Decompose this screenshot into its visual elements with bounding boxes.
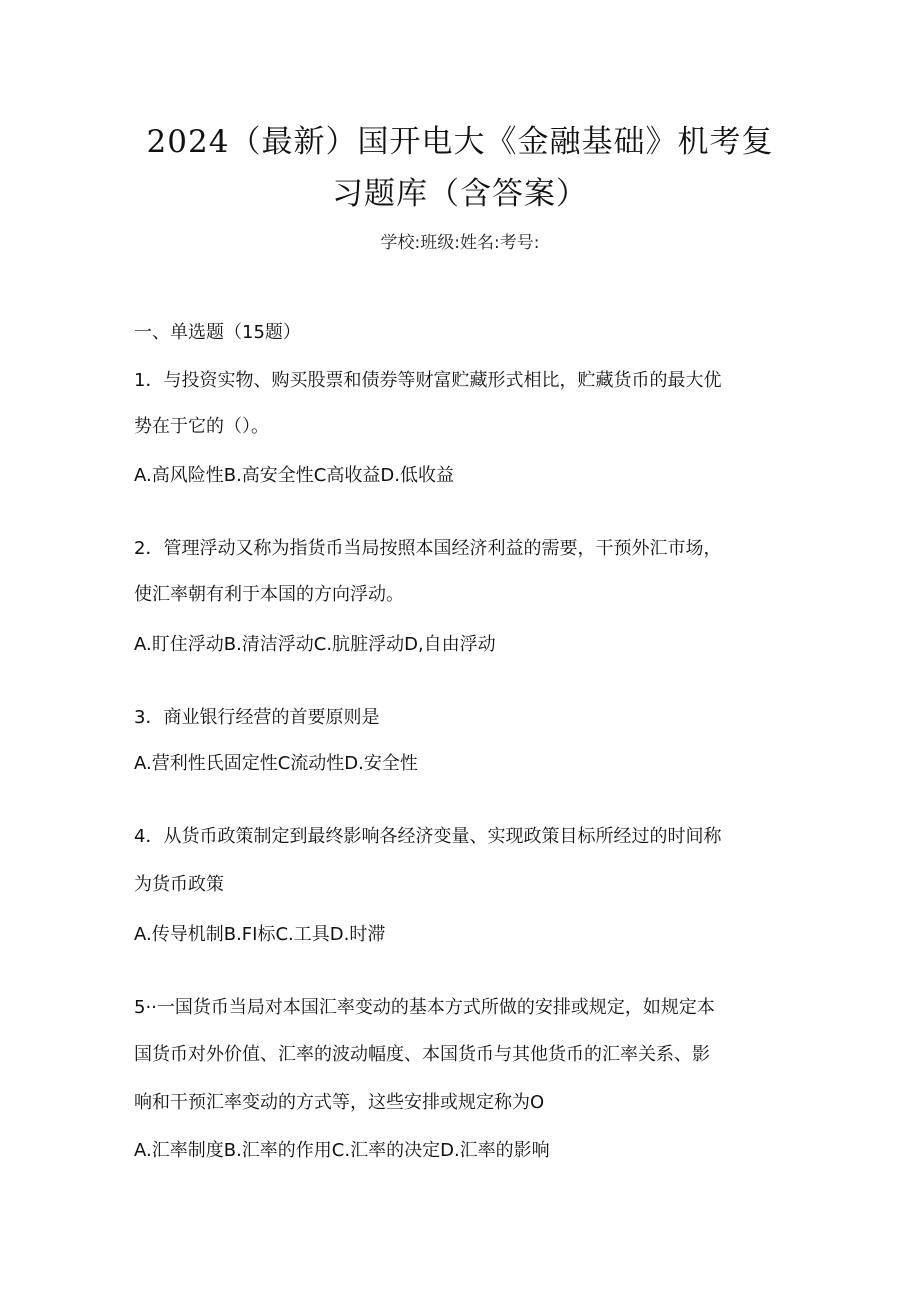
section-heading: 一、单选题（15题） [134, 322, 301, 343]
question-3-options: A.营利性氏固定性C流动性D.安全性 [134, 753, 418, 774]
question-4-options: A.传导机制B.FI标C.工具D.时滞 [134, 924, 386, 945]
document-title-line-2: 习题库（含答案） [332, 176, 588, 212]
question-1-text-line-1: 1．与投资实物、购买股票和债券等财富贮藏形式相比，贮藏货币的最大优 [134, 370, 722, 391]
question-3-text-line-1: 3．商业银行经营的首要原则是 [134, 707, 380, 728]
question-4-text-line-1: 4．从货币政策制定到最终影响各经济变量、实现政策目标所经过的时间称 [134, 826, 722, 847]
question-5-text-line-2: 国货币对外价值、汇率的波动幅度、本国货币与其他货币的汇率关系、影 [134, 1044, 710, 1065]
question-2-text-line-1: 2．管理浮动又称为指货币当局按照本国经济利益的需要，干预外汇市场， [134, 538, 722, 559]
question-5-options: A.汇率制度B.汇率的作用C.汇率的决定D.汇率的影响 [134, 1140, 550, 1161]
question-2-text-line-2: 使汇率朝有利于本国的方向浮动。 [134, 584, 404, 605]
document-title-line-1: 2024（最新）国开电大《金融基础》机考复 [146, 124, 774, 160]
question-1-options: A.高风险性B.高安全性C高收益D.低收益 [134, 465, 454, 486]
question-2-options: A.盯住浮动B.清洁浮动C.肮脏浮动D,自由浮动 [134, 634, 496, 655]
question-4-text-line-2: 为货币政策 [134, 874, 224, 895]
student-info-line: 学校:班级:姓名:考号: [380, 233, 540, 253]
question-1-text-line-2: 势在于它的（）。 [134, 416, 269, 437]
question-5-text-line-3: 响和干预汇率变动的方式等，这些安排或规定称为O [134, 1092, 545, 1113]
question-5-text-line-1: 5··一国货币当局对本国汇率变动的基本方式所做的安排或规定，如规定本 [134, 997, 715, 1018]
